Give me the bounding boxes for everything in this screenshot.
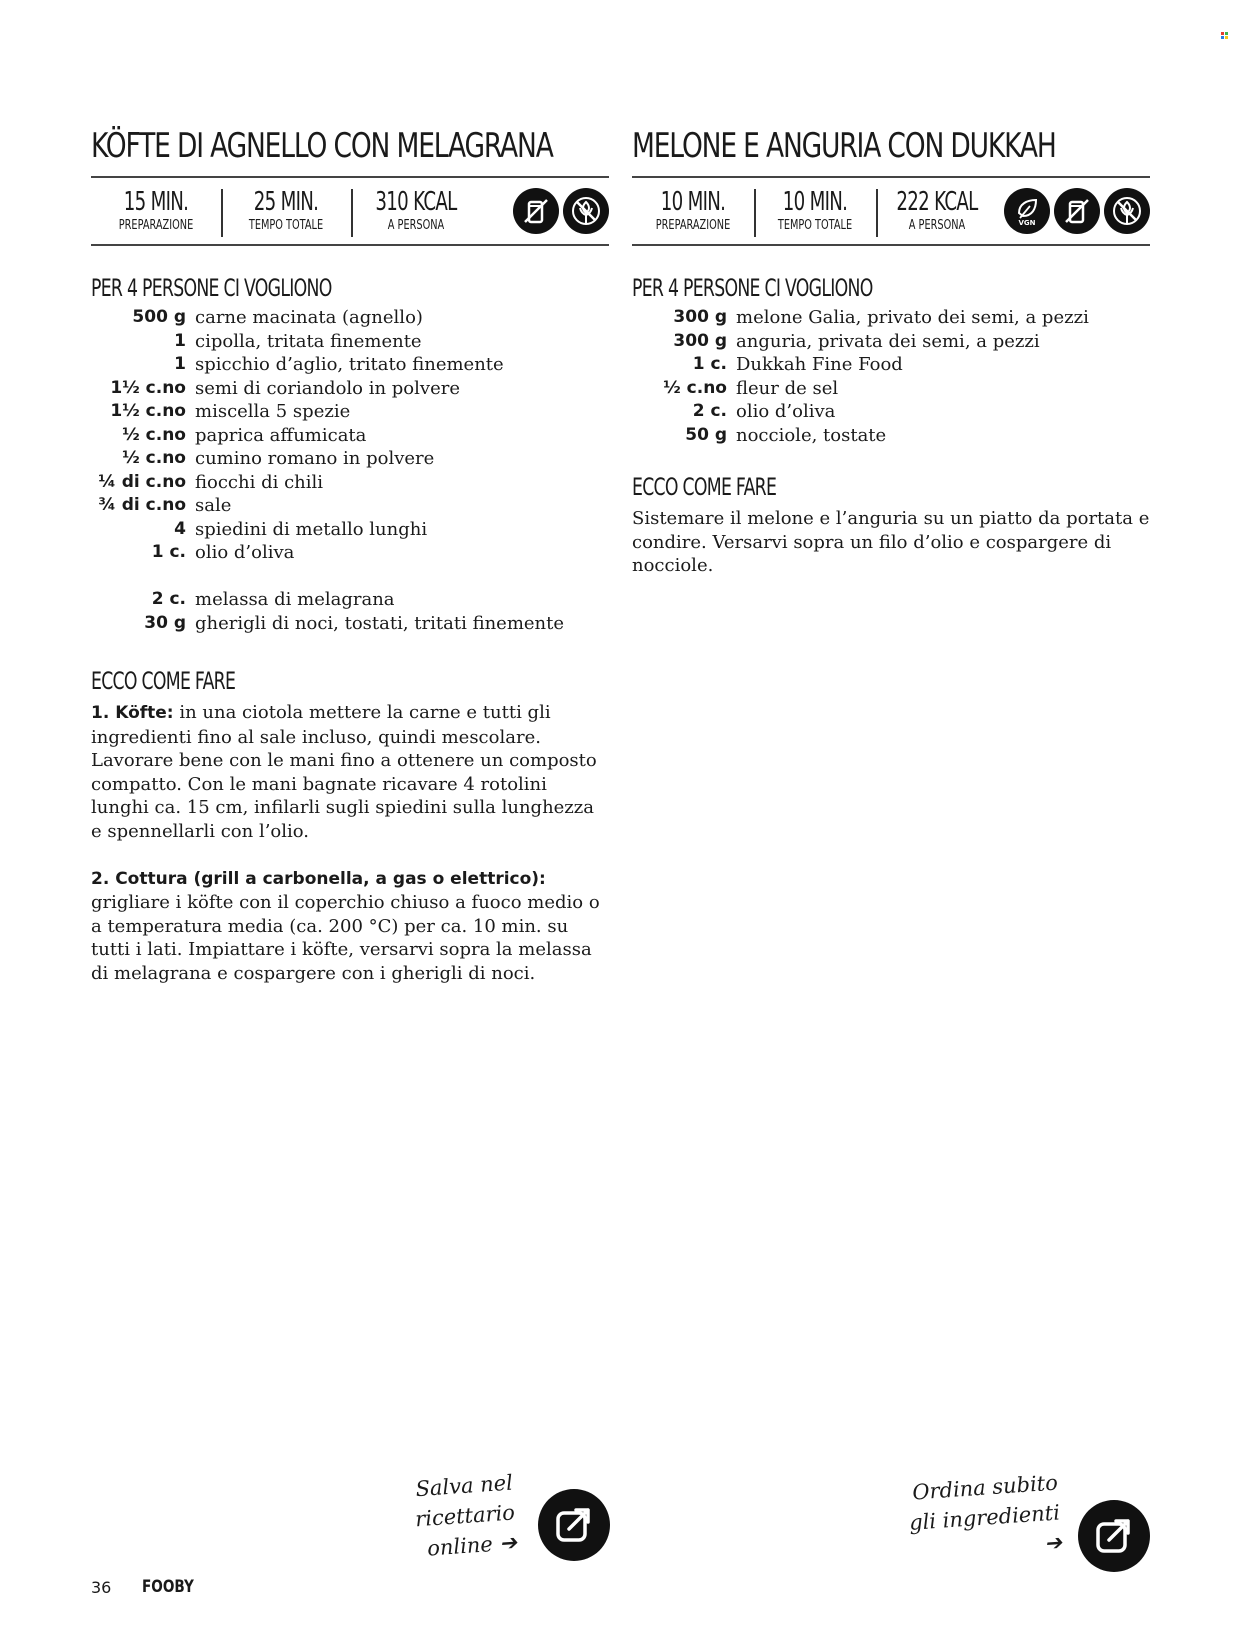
ingredient-qty: 2 c. — [692, 401, 727, 421]
vegan-icon — [1004, 188, 1050, 234]
ingredient-text: spicchio d’aglio, tritato finemente — [195, 354, 504, 375]
ingredient-text: melassa di melagrana — [195, 589, 395, 610]
ingredient-row — [91, 612, 564, 636]
ingredient-qty: ½ c.no — [663, 377, 727, 398]
ingredient-spacer — [91, 565, 564, 589]
ingredient-row — [91, 447, 564, 471]
steps-list — [91, 701, 609, 985]
save-recipe-cta-text: Salva nel ricettario online ➔ — [414, 1470, 518, 1561]
ingredient-row — [91, 377, 564, 401]
ingredient-row — [91, 494, 564, 518]
ingredient-text: spiedini di metallo lunghi — [195, 518, 428, 540]
ingredient-qty: 2 c. — [151, 589, 186, 609]
ingredient-qty: 1½ c.no — [110, 377, 186, 398]
order-ingredients-button[interactable] — [1078, 1500, 1150, 1572]
ingredient-text: nocciole, tostate — [736, 424, 887, 446]
ingredient-row — [91, 471, 564, 495]
ingredient-qty: 1 — [174, 354, 186, 374]
ingredient-qty: ¾ di c.no — [98, 495, 186, 515]
external-link-icon — [1091, 1513, 1137, 1559]
steps-list — [632, 507, 1150, 578]
diet-badges — [1004, 188, 1150, 234]
recipe-stats — [91, 176, 609, 246]
ingredient-text: miscella 5 spezie — [195, 401, 351, 422]
ingredient-text: olio d’oliva — [736, 401, 836, 422]
gluten-free-icon — [563, 188, 609, 234]
lactose-free-icon — [1054, 188, 1100, 234]
step-2: 2. Cottura (grill a carbonella, a gas o elettrico): grigliare i köfte con il coperchio chiuso a fuoco medio o a temperatura media (ca. 200 °C) per ca. 10 min. su tutti i lati. Impiattare i köfte, versarvi sopra la melassa di melagrana e cospargere con i gherigli di noci. — [91, 868, 600, 984]
ingredient-qty: 50 g — [685, 424, 727, 445]
ingredient-qty: ½ c.no — [122, 424, 186, 445]
ingredient-row — [91, 306, 564, 330]
steps-title: ECCO COME FARE — [91, 667, 236, 695]
ingredient-qty: 300 g — [673, 330, 727, 351]
gluten-free-icon — [1104, 188, 1150, 234]
step-1: 1. Köfte: in una ciotola mettere la carne e tutti gli ingredienti fino al sale incluso, quindi mescolare. Lavorare bene con le mani fino a ottenere un composto compatto. Con le mani bagnate ricavare 4 rotolini lunghi ca. 15 cm, infilarli sugli spiedini sulla lunghezza e spennellarli con l’olio. — [91, 702, 597, 842]
ingredient-row — [91, 330, 564, 354]
stat-prep-time: 15 MIN. PREPARAZIONE — [118, 187, 194, 233]
ingredient-text: fleur de sel — [736, 377, 839, 399]
page-number: 36 — [91, 1578, 112, 1597]
save-recipe-button[interactable] — [538, 1489, 610, 1561]
ingredient-row — [91, 353, 564, 377]
ingredient-text: cipolla, tritata finemente — [195, 330, 422, 352]
ingredient-row — [91, 588, 564, 612]
ingredient-qty: 1 c. — [692, 354, 727, 374]
ingredient-row — [91, 518, 564, 542]
ingredient-text: fiocchi di chili — [195, 471, 324, 493]
ingredient-row — [91, 400, 564, 424]
ingredient-row — [91, 424, 564, 448]
vegan-label: VGN — [1018, 219, 1036, 227]
stat-prep-time: 10 MIN. PREPARAZIONE — [655, 187, 731, 233]
ingredient-text: cumino romano in polvere — [195, 448, 435, 469]
ingredient-qty: ¼ di c.no — [98, 471, 186, 492]
ingredient-qty: 4 — [174, 518, 186, 539]
step-text: Sistemare il melone e l’anguria su un piatto da portata e condire. Versarvi sopra un filo d’olio e cospargere di nocciole. — [632, 508, 1150, 576]
external-link-icon — [551, 1502, 597, 1548]
brand-logo: FOOBY — [142, 1577, 194, 1597]
lactose-free-icon — [513, 188, 559, 234]
ingredients-title: PER 4 PERSONE CI VOGLIONO — [632, 274, 873, 302]
ingredient-row — [632, 353, 1089, 377]
ingredient-text: anguria, privata dei semi, a pezzi — [736, 330, 1040, 352]
ingredient-qty: ½ c.no — [122, 448, 186, 468]
ingredients-list — [632, 306, 1089, 447]
stat-total-time: 25 MIN. TEMPO TOTALE — [221, 187, 351, 235]
recipe-melone-anguria — [632, 120, 1150, 601]
ingredient-qty: 1 c. — [151, 542, 186, 562]
ingredient-qty: 500 g — [132, 307, 186, 327]
ingredient-row — [91, 541, 564, 565]
ingredient-text: semi di coriandolo in polvere — [195, 377, 460, 399]
ingredient-text: paprica affumicata — [195, 424, 367, 446]
ingredient-row — [632, 330, 1089, 354]
ingredient-row — [632, 400, 1089, 424]
ingredient-text: melone Galia, privato dei semi, a pezzi — [736, 307, 1089, 328]
steps-title: ECCO COME FARE — [632, 473, 777, 501]
ingredient-text: olio d’oliva — [195, 542, 295, 563]
ingredient-text: sale — [195, 495, 232, 516]
ingredient-text: carne macinata (agnello) — [195, 307, 423, 328]
recipe-kofte — [91, 120, 609, 1009]
stat-calories: 222 KCAL A PERSONA — [876, 187, 998, 235]
recipe-title: MELONE E ANGURIA CON DUKKAH — [632, 126, 1056, 166]
ingredient-text: Dukkah Fine Food — [736, 354, 903, 375]
ingredients-title: PER 4 PERSONE CI VOGLIONO — [91, 274, 332, 302]
ingredient-qty: 1½ c.no — [110, 401, 186, 421]
diet-badges — [513, 188, 609, 234]
ingredient-qty: 300 g — [673, 307, 727, 327]
ingredient-row — [632, 424, 1089, 448]
recipe-stats — [632, 176, 1150, 246]
ingredient-qty: 30 g — [144, 612, 186, 633]
stat-total-time: 10 MIN. TEMPO TOTALE — [754, 187, 876, 235]
ingredient-qty: 1 — [174, 330, 186, 351]
order-ingredients-cta-text: Ordina subito gli ingredienti ➔ — [908, 1470, 1063, 1556]
ingredient-row — [632, 306, 1089, 330]
ingredient-text: gherigli di noci, tostati, tritati finemente — [195, 612, 565, 634]
recipe-title: KÖFTE DI AGNELLO CON MELAGRANA — [91, 126, 553, 166]
color-registration-mark — [1221, 32, 1228, 39]
stat-calories: 310 KCAL A PERSONA — [351, 187, 481, 235]
ingredient-row — [632, 377, 1089, 401]
ingredients-list — [91, 306, 564, 635]
